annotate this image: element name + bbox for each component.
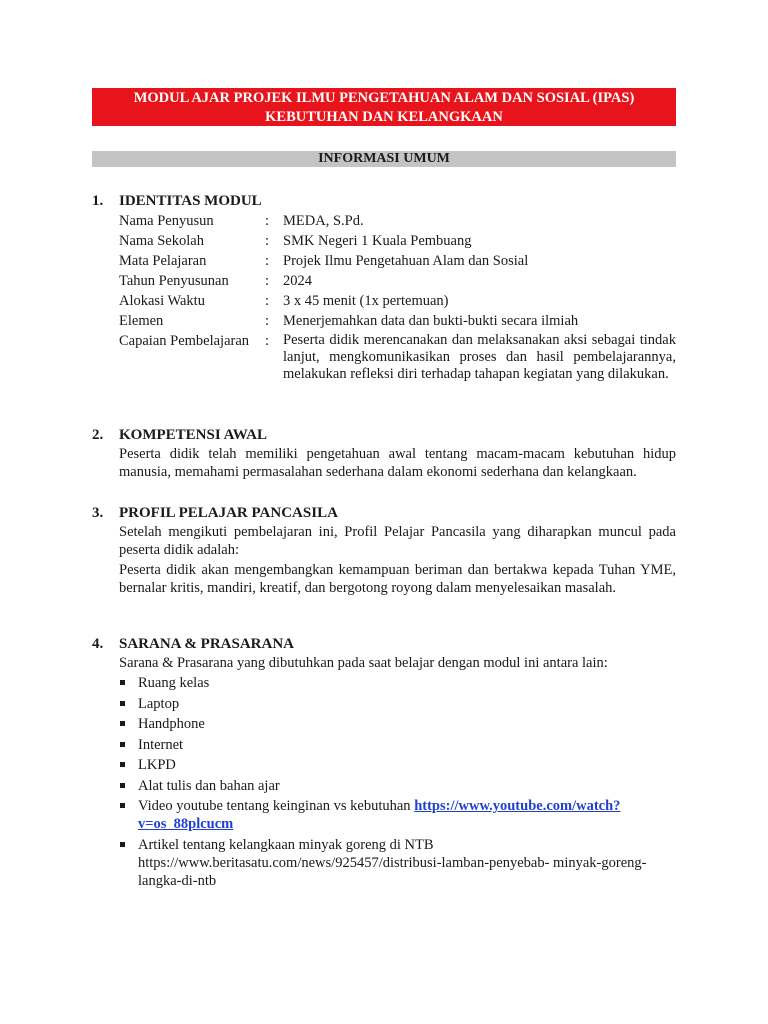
section-heading [92,503,676,523]
identity-label: Mata Pelajaran [119,253,207,269]
identity-row [119,311,676,331]
section-title: IDENTITAS MODUL [119,193,262,209]
module-title-line1: MODUL AJAR PROJEK ILMU PENGETAHUAN ALAM DAN SOSIAL (IPAS) [133,90,635,106]
list-item-article [119,836,676,890]
list-item [119,674,676,692]
section-body [119,445,676,481]
list-item-text: Handphone [138,716,205,732]
identity-row [119,231,676,251]
section-sarana-prasarana [92,634,676,892]
article-text: Artikel tentang kelangkaan minyak goreng di NTB [138,836,434,853]
identity-value: 2024 [283,273,312,289]
list-item-text: Laptop [138,695,180,712]
section-kompetensi-awal [92,425,676,483]
youtube-link[interactable]: https://www.youtube.com/watch?v=os_88plcucm [138,798,621,832]
identity-row [119,331,676,383]
identity-colon: : [265,313,270,329]
identity-row [119,271,676,291]
profil-paragraph-1: Setelah mengikuti pembelajaran ini, Profil Pelajar Pancasila yang diharapkan muncul pada peserta didik adalah: [119,524,676,558]
bullet-icon [120,783,125,788]
list-item [119,736,676,754]
list-item-text: Alat tulis dan bahan ajar [138,777,280,794]
bullet-icon [120,842,125,847]
section-title: KOMPETENSI AWAL [119,427,267,443]
identity-row [119,251,676,271]
list-item [119,756,676,774]
section-number: 1. [92,193,104,209]
list-item [119,695,676,713]
section-body [119,654,676,672]
identity-label: Tahun Penyusunan [119,273,229,289]
video-text: Video youtube tentang keinginan vs kebutuhan [138,798,411,814]
section-number: 3. [92,505,104,521]
identity-value: 3 x 45 menit (1x pertemuan) [283,293,449,309]
bullet-icon [120,680,125,685]
section-identitas-modul [92,191,676,383]
identity-label: Elemen [119,313,164,329]
identity-colon: : [265,333,270,349]
article-url: https://www.beritasatu.com/news/925457/distribusi-lamban-penyebab- minyak-goreng-langka-di-ntb [138,854,647,889]
section-heading [92,191,676,211]
module-title-line2: KEBUTUHAN DAN KELANGKAAN [265,109,503,125]
module-title-banner [92,88,676,126]
section-profil-pelajar-pancasila [92,503,676,599]
bullet-icon [120,762,125,767]
identity-value: Menerjemahkan data dan bukti-bukti secara ilmiah [283,313,579,329]
section-title: SARANA & PRASARANA [119,636,295,652]
section-body [119,523,676,597]
identity-colon: : [265,213,270,229]
identity-colon: : [265,233,270,249]
bullet-icon [120,742,125,747]
list-item [119,777,676,795]
list-item-video [119,797,676,833]
identity-label: Nama Penyusun [119,213,214,229]
identity-label: Alokasi Waktu [119,293,205,309]
kompetensi-text: Peserta didik telah memiliki pengetahuan awal tentang macam-macam kebutuhan hidup manusia, memahami permasalahan sederhana dalam ekonomi sederhana dan kelangkaan. [119,446,676,480]
section-title: PROFIL PELAJAR PANCASILA [119,505,338,521]
sarana-intro: Sarana & Prasarana yang dibutuhkan pada saat belajar dengan modul ini antara lain: [119,655,608,671]
identity-colon: : [265,253,270,269]
section-number: 2. [92,427,104,443]
identity-row [119,291,676,311]
identity-value: Peserta didik merencanakan dan melaksanakan aksi sebagai tindak lanjut, mengkomunikasikan proses dan hasil pembelajarannya, melakukan refleksi diri terhadap tahapan kegiatan yang dilakukan. [283,332,676,382]
identity-label: Capaian Pembelajaran [119,333,250,349]
section-number: 4. [92,636,104,652]
sarana-list [119,674,676,890]
info-umum-heading: INFORMASI UMUM [92,151,676,167]
identity-value: MEDA, S.Pd. [283,213,364,229]
profil-paragraph-2: Peserta didik akan mengembangkan kemampuan beriman dan bertakwa kepada Tuhan YME, bernalar kritis, mandiri, kreatif, dan bergotong royong dalam menyelesaikan masalah. [119,562,676,596]
section-heading [92,425,676,445]
bullet-icon [120,721,125,726]
list-item-text: Ruang kelas [138,675,210,691]
identity-table [119,211,676,383]
identity-value: Projek Ilmu Pengetahuan Alam dan Sosial [283,253,529,269]
list-item-text: LKPD [138,757,176,773]
list-item-text: Internet [138,736,184,753]
list-item [119,715,676,733]
identity-row [119,211,676,231]
bullet-icon [120,803,125,808]
bullet-icon [120,701,125,706]
identity-value: SMK Negeri 1 Kuala Pembuang [283,233,472,249]
section-heading [92,634,676,654]
identity-colon: : [265,273,270,289]
identity-colon: : [265,293,270,309]
identity-label: Nama Sekolah [119,233,204,249]
